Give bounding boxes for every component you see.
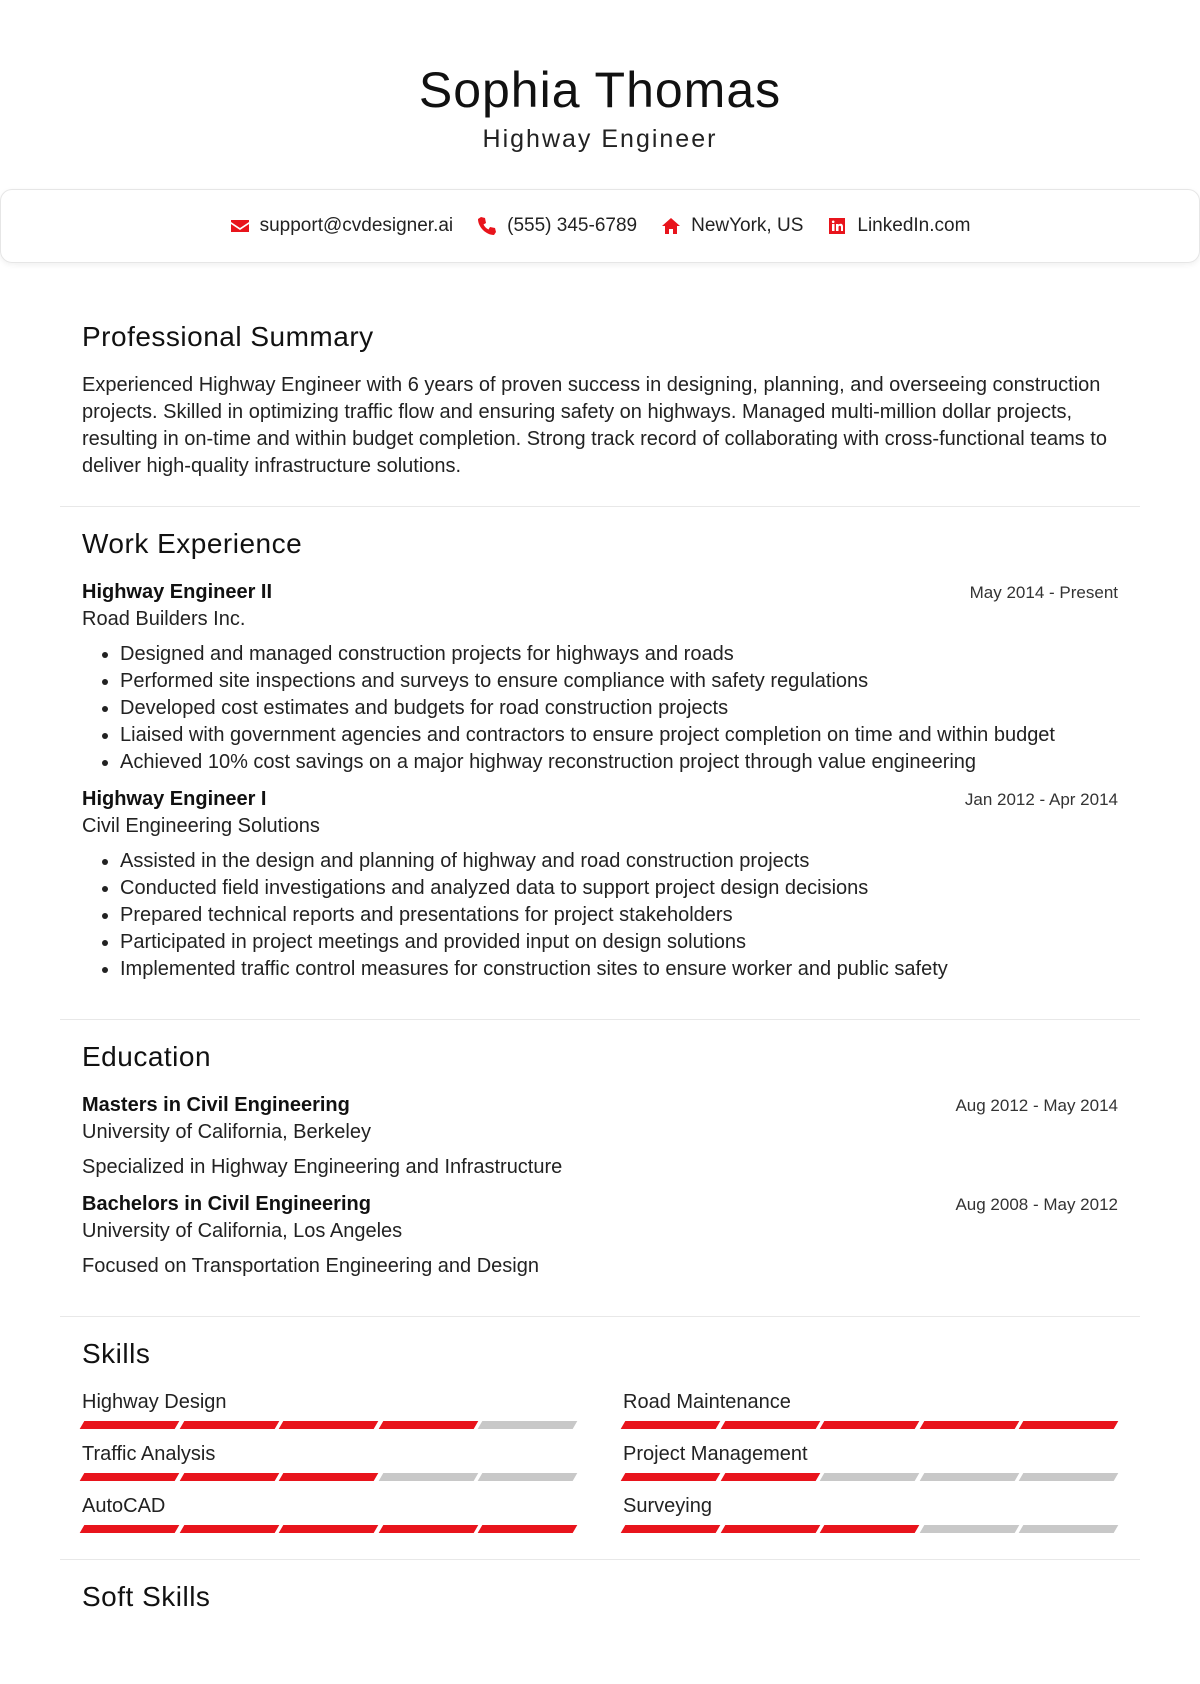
skills-grid bbox=[82, 1389, 1118, 1533]
skill-level-segment bbox=[720, 1421, 819, 1429]
skill-level-segment bbox=[720, 1525, 819, 1533]
skill-level-segment bbox=[378, 1525, 477, 1533]
job-title: Highway Engineer II bbox=[82, 581, 273, 603]
skill-name: Traffic Analysis bbox=[82, 1443, 216, 1465]
list-item: • Designed and managed construction projects for highways and roads bbox=[120, 641, 1118, 668]
education-description: Focused on Transportation Engineering and Design bbox=[82, 1255, 539, 1277]
experience-section bbox=[60, 507, 1140, 1020]
job-title: Highway Engineer I bbox=[82, 788, 267, 810]
email-text: support@cvdesigner.ai bbox=[259, 215, 454, 236]
skill-level-segment bbox=[478, 1525, 577, 1533]
section-title: Work Experience bbox=[82, 528, 303, 559]
resume-content bbox=[60, 300, 1140, 1658]
skill-level-segment bbox=[1019, 1473, 1118, 1481]
skill-level-segment bbox=[919, 1525, 1018, 1533]
skill-name: Project Management bbox=[623, 1443, 808, 1465]
home-icon bbox=[661, 216, 681, 236]
education-entry bbox=[82, 1092, 1118, 1181]
skill-level-segment bbox=[80, 1421, 179, 1429]
skill-level-segment bbox=[80, 1525, 179, 1533]
degree-title: Bachelors in Civil Engineering bbox=[82, 1193, 371, 1215]
skill-level-bar bbox=[82, 1421, 575, 1429]
contact-email[interactable] bbox=[230, 215, 454, 237]
skill-name: Road Maintenance bbox=[623, 1391, 791, 1413]
skill-item bbox=[623, 1493, 1116, 1533]
skill-level-segment bbox=[720, 1473, 819, 1481]
education-description: Specialized in Highway Engineering and Infrastructure bbox=[82, 1156, 563, 1178]
skill-name: AutoCAD bbox=[82, 1495, 166, 1517]
skill-level-segment bbox=[919, 1473, 1018, 1481]
job-bullets bbox=[82, 641, 1118, 776]
section-title: Education bbox=[82, 1041, 212, 1072]
candidate-title: Highway Engineer bbox=[482, 125, 718, 153]
school-name: University of California, Berkeley bbox=[82, 1121, 371, 1143]
school-name: University of California, Los Angeles bbox=[82, 1220, 403, 1242]
skills-section bbox=[60, 1317, 1140, 1560]
skill-level-segment bbox=[919, 1421, 1018, 1429]
resume-header bbox=[0, 0, 1200, 154]
education-entry bbox=[82, 1191, 1118, 1280]
linkedin-icon bbox=[827, 216, 847, 236]
location-text: NewYork, US bbox=[691, 215, 804, 236]
skill-level-bar bbox=[82, 1525, 575, 1533]
soft-skills-section bbox=[60, 1560, 1140, 1658]
skill-level-segment bbox=[179, 1473, 278, 1481]
contact-bar bbox=[0, 189, 1200, 263]
skill-level-bar bbox=[82, 1473, 575, 1481]
skill-level-segment bbox=[820, 1421, 919, 1429]
summary-text: Experienced Highway Engineer with 6 years of proven success in designing, planning, and overseeing construction projects. Skilled in optimizing traffic flow and ensuring safety on highways. Managed multi-million dollar projects, resulting in on-time and within budget completion. Strong track record of collaborating with cross-functional teams to deliver high-quality infrastructure solutions. bbox=[82, 374, 1107, 477]
skill-level-segment bbox=[621, 1525, 720, 1533]
skill-level-segment bbox=[621, 1473, 720, 1481]
job-dates: Jan 2012 - Apr 2014 bbox=[964, 790, 1118, 809]
phone-icon bbox=[477, 216, 497, 236]
skill-level-segment bbox=[1019, 1421, 1118, 1429]
contact-location bbox=[661, 215, 803, 237]
skill-item bbox=[623, 1389, 1116, 1429]
skill-level-segment bbox=[279, 1421, 378, 1429]
skill-item bbox=[623, 1441, 1116, 1481]
skill-level-segment bbox=[378, 1473, 477, 1481]
skill-level-segment bbox=[820, 1525, 919, 1533]
contact-linkedin[interactable] bbox=[827, 215, 970, 237]
skill-level-segment bbox=[179, 1525, 278, 1533]
skill-item bbox=[82, 1441, 575, 1481]
job-entry bbox=[82, 579, 1118, 776]
skill-level-bar bbox=[623, 1421, 1116, 1429]
skill-level-segment bbox=[279, 1525, 378, 1533]
section-title: Professional Summary bbox=[82, 321, 374, 352]
list-item: • Prepared technical reports and presentations for project stakeholders bbox=[120, 902, 1118, 929]
list-item: • Assisted in the design and planning of highway and road construction projects bbox=[120, 848, 1118, 875]
skill-item bbox=[82, 1493, 575, 1533]
job-dates: May 2014 - Present bbox=[969, 583, 1118, 602]
contact-phone[interactable] bbox=[477, 215, 637, 237]
summary-section bbox=[60, 300, 1140, 507]
list-item: • Liaised with government agencies and contractors to ensure project completion on time and within budget bbox=[120, 722, 1118, 749]
skill-level-segment bbox=[478, 1421, 577, 1429]
list-item: • Achieved 10% cost savings on a major highway reconstruction project through value engineering bbox=[120, 749, 1118, 776]
list-item: • Developed cost estimates and budgets for road construction projects bbox=[120, 695, 1118, 722]
job-company: Civil Engineering Solutions bbox=[82, 815, 320, 837]
education-dates: Aug 2008 - May 2012 bbox=[955, 1195, 1118, 1214]
skill-level-segment bbox=[820, 1473, 919, 1481]
candidate-name: Sophia Thomas bbox=[418, 62, 782, 118]
skill-level-segment bbox=[279, 1473, 378, 1481]
list-item: • Participated in project meetings and provided input on design solutions bbox=[120, 929, 1118, 956]
skill-level-segment bbox=[80, 1473, 179, 1481]
skill-level-bar bbox=[623, 1473, 1116, 1481]
skill-name: Highway Design bbox=[82, 1391, 227, 1413]
section-title: Skills bbox=[82, 1338, 151, 1369]
skill-level-segment bbox=[378, 1421, 477, 1429]
job-bullets bbox=[82, 848, 1118, 983]
degree-title: Masters in Civil Engineering bbox=[82, 1094, 350, 1116]
education-section bbox=[60, 1020, 1140, 1317]
linkedin-text: LinkedIn.com bbox=[857, 215, 971, 236]
skill-level-segment bbox=[478, 1473, 577, 1481]
list-item: • Conducted field investigations and analyzed data to support project design decisions bbox=[120, 875, 1118, 902]
skill-item bbox=[82, 1389, 575, 1429]
skill-level-segment bbox=[1019, 1525, 1118, 1533]
list-item: • Performed site inspections and surveys to ensure compliance with safety regulations bbox=[120, 668, 1118, 695]
skill-name: Surveying bbox=[623, 1495, 712, 1517]
job-company: Road Builders Inc. bbox=[82, 608, 246, 630]
section-title: Soft Skills bbox=[82, 1581, 211, 1612]
skill-level-bar bbox=[623, 1525, 1116, 1533]
skill-level-segment bbox=[621, 1421, 720, 1429]
envelope-icon bbox=[230, 216, 250, 236]
skill-level-segment bbox=[179, 1421, 278, 1429]
list-item: • Implemented traffic control measures for construction sites to ensure worker and public safety bbox=[120, 956, 1118, 983]
phone-text: (555) 345-6789 bbox=[507, 215, 638, 236]
job-entry bbox=[82, 786, 1118, 983]
education-dates: Aug 2012 - May 2014 bbox=[955, 1096, 1118, 1115]
